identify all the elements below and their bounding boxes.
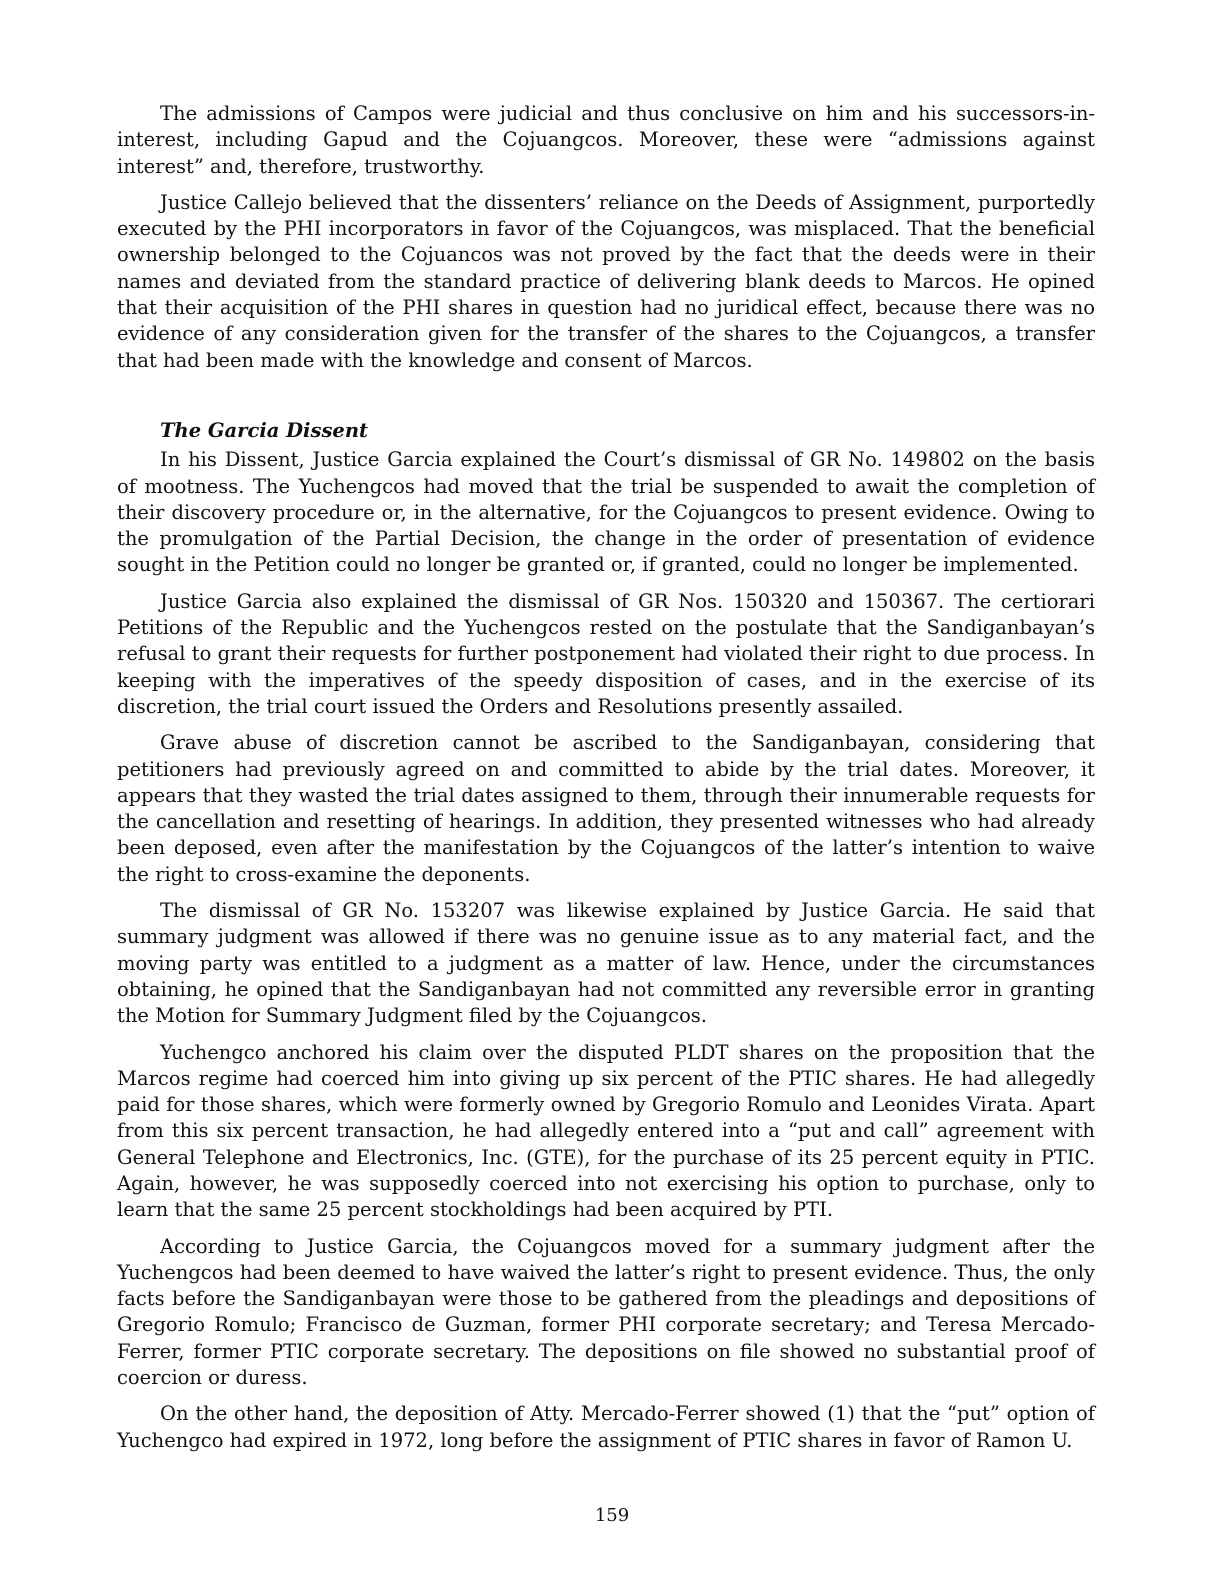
paragraph-yuchengco-claim: Yuchengco anchored his claim over the disputed PLDT shares on the proposition that the Marcos regime had coerced him into giving up six percent of the PTIC shares. He had allegedly paid for those shares, which were formerly owned by Gregorio Romulo and Leonides Virata. Apart from this six percent transaction, he had allegedly entered into a “put and call” agreement with General Telephone and Electronics, Inc. (GTE), for the purchase of its 25 percent equity in PTIC. Again, however, he was supposedly coerced into not exercising his option to purchase, only to learn that the same 25 percent stockholdings had been acquired by PTI. — [117, 1040, 1095, 1222]
paragraph-grave-abuse: Grave abuse of discretion cannot be ascribed to the Sandiganbayan, considering that petitioners had previously agreed on and committed to abide by the trial dates. Moreover, it appears that they wasted the trial dates assigned to them, through their innumerable requests for the cancellation and resetting of hearings. In addition, they presented witnesses who had already been deposed, even after the manifestation by the Cojuangcos of the latter’s intention to waive the right to cross-examine the deponents. — [117, 731, 1095, 886]
paragraph-callejo-deeds: Justice Callejo believed that the dissenters’ reliance on the Deeds of Assignment, purportedly executed by the PHI incorporators in favor of the Cojuangcos, was misplaced. That the beneficial ownership belonged to the Cojuancos was not proved by the fact that the deeds were in their names and deviated from the standard practice of delivering blank deeds to Marcos. He opined that their acquisition of the PHI shares in question had no juridical effect, because there was no evidence of any consideration given for the transfer of the shares to the Cojuangcos, a transfer that had been made with the knowledge and consent of Marcos. — [117, 190, 1095, 372]
paragraph-campos-admissions: The admissions of Campos were judicial and thus conclusive on him and his successors-in-interest, including Gapud and the Cojuangcos. Moreover, these were “admissions against interest” and, therefore, trustworthy. — [117, 102, 1095, 178]
paragraph-garcia-mootness: In his Dissent, Justice Garcia explained the Court’s dismissal of GR No. 149802 on the basis of mootness. The Yuchengcos had moved that the trial be suspended to await the completion of their discovery procedure or, in the alternative, for the Cojuangcos to present evidence. Owing to the promulgation of the Partial Decision, the change in the order of presentation of evidence sought in the Petition could no longer be granted or, if granted, could no longer be implemented. — [117, 448, 1095, 577]
page-number: 159 — [594, 1505, 630, 1526]
paragraph-depositions: According to Justice Garcia, the Cojuangcos moved for a summary judgment after the Yuchengcos had been deemed to have waived the latter’s right to present evidence. Thus, the only facts before the Sandiganbayan were those to be gathered from the pleadings and depositions of Gregorio Romulo; Francisco de Guzman, former PHI corporate secretary; and Teresa Mercado-Ferrer, former PTIC corporate secretary. The depositions on file showed no substantial proof of coercion or duress. — [117, 1234, 1095, 1390]
paragraph-garcia-certiorari: Justice Garcia also explained the dismissal of GR Nos. 150320 and 150367. The certiorari Petitions of the Republic and the Yuchengcos rested on the postulate that the Sandiganbayan’s refusal to grant their requests for further postponement had violated their right to due process. In keeping with the imperatives of the speedy disposition of cases, and in the exercise of its discretion, the trial court issued the Orders and Resolutions presently assailed. — [117, 589, 1095, 718]
section-heading-garcia-dissent: The Garcia Dissent — [160, 418, 369, 442]
paragraph-summary-judgment: The dismissal of GR No. 153207 was likewise explained by Justice Garcia. He said that summary judgment was allowed if there was no genuine issue as to any material fact, and the moving party was entitled to a judgment as a matter of law. Hence, under the circumstances obtaining, he opined that the Sandiganbayan had not committed any reversible error in granting the Motion for Summary Judgment filed by the Cojuangcos. — [117, 899, 1095, 1028]
paragraph-mercado-ferrer: On the other hand, the deposition of Atty. Mercado-Ferrer showed (1) that the “put” option of Yuchengco had expired in 1972, long before the assignment of PTIC shares in favor of Ramon U. — [117, 1402, 1095, 1452]
document-page — [117, 101, 1095, 1464]
